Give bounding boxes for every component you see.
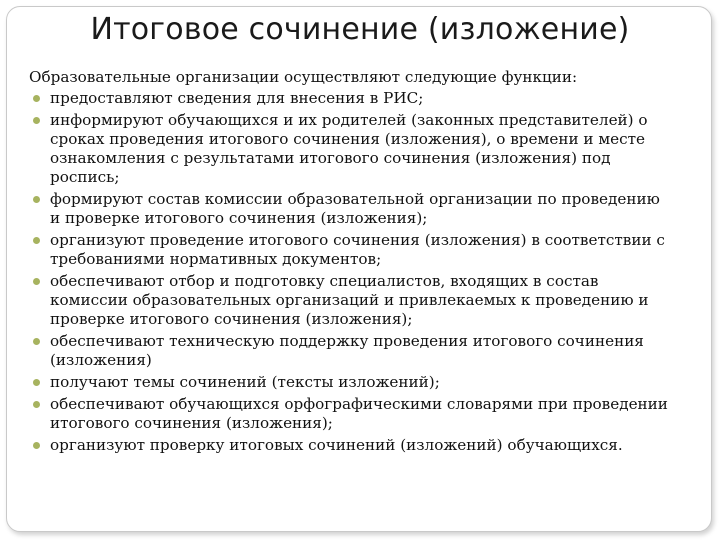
bullet-icon <box>33 196 40 203</box>
list-item-text: предоставляют сведения для внесения в РИС; <box>50 89 424 107</box>
list-item <box>29 89 669 108</box>
bullet-icon <box>33 442 40 449</box>
list-item-text: организуют проверку итоговых сочинений (изложений) обучающихся. <box>50 436 623 454</box>
list-item-text: обеспечивают отбор и подготовку специалистов, входящих в состав комиссии образовательных организаций и привлекаемых к проведению и проверке итогового сочинения (изложения); <box>50 272 649 328</box>
list-item-text: получают темы сочинений (тексты изложений); <box>50 373 440 391</box>
list-item <box>29 436 669 455</box>
bullet-icon <box>33 338 40 345</box>
bullet-icon <box>33 278 40 285</box>
list-item-text: обеспечивают обучающихся орфографическими словарями при проведении итогового сочинения (изложения); <box>50 395 668 432</box>
intro-text: Образовательные организации осуществляют следующие функции: <box>29 68 578 86</box>
bullet-icon <box>33 401 40 408</box>
list-item <box>29 111 669 187</box>
bullet-icon <box>33 95 40 102</box>
bullet-icon <box>33 117 40 124</box>
list-item-text: информируют обучающихся и их родителей (законных представителей) о сроках проведения итогового сочинения (изложения), о времени и месте ознакомления с результатами итогового сочинения (изложения) под роспись; <box>50 111 648 186</box>
function-list <box>29 89 669 455</box>
slide-content <box>29 68 669 458</box>
bullet-icon <box>33 237 40 244</box>
list-item <box>29 190 669 228</box>
bullet-icon <box>33 379 40 386</box>
list-item <box>29 231 669 269</box>
list-item <box>29 272 669 329</box>
slide-title: Итоговое сочинение (изложение) <box>90 12 630 47</box>
list-item <box>29 395 669 433</box>
list-item-text: формируют состав комиссии образовательной организации по проведению и проверке итогового сочинения (изложения); <box>50 190 660 227</box>
list-item <box>29 373 669 392</box>
list-item-text: организуют проведение итогового сочинения (изложения) в соответствии с требованиями нормативных документов; <box>50 231 665 268</box>
list-item <box>29 332 669 370</box>
list-item-text: обеспечивают техническую поддержку проведения итогового сочинения (изложения) <box>50 332 644 369</box>
